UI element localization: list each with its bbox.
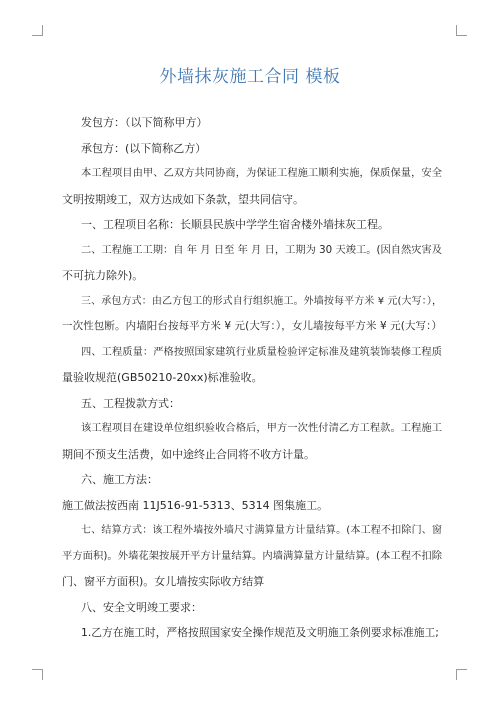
clause-8-item-1: 1.乙方在施工时，严格按照国家安全操作规范及文明施工条例要求标准施工; [81, 626, 439, 639]
crop-mark-top-right [456, 25, 467, 36]
preamble-line-1: 本工程项目由甲、乙双方共同协商，为保证工程施工顺利实施，保质保量，安全 [81, 167, 442, 179]
clause-7-settlement-line-1: 七、结算方式：该工程外墙按外墙尺寸满算量方计量结算。(本工程不扣除门、窗 [81, 525, 442, 536]
clause-7-settlement-line-3: 门、窗平方面积)。女儿墙按实际收方结算 [62, 575, 265, 588]
clause-3-contract-line-1: 三、承包方式：由乙方包工的形式自行组织施工。外墙按每平方米 ¥ 元(大写：）， [81, 295, 442, 307]
crop-mark-top-left [32, 25, 43, 36]
document-title: 外墙抹灰施工合同 模板 [159, 67, 341, 87]
clause-8-heading: 八、安全文明竣工要求： [81, 600, 202, 614]
clause-5-payment-line-1: 该工程项目在建设单位组织验收合格后，甲方一次性付清乙方工程款。工程施工 [81, 422, 442, 434]
clause-7-settlement-line-2: 平方面积)。外墙花架按展开平方计量结算。内墙满算量方计量结算。(本工程不扣除 [62, 549, 442, 562]
clause-4-quality-line-2: 量验收规范(GB50210-20xx)标准验收。 [62, 371, 263, 384]
document-body [62, 110, 442, 646]
clause-6-heading: 六、施工方法： [81, 473, 158, 486]
clause-4-quality-line-1: 四、工程质量：严格按照国家建筑行业质量检验评定标准及建筑装饰装修工程质 [81, 345, 442, 358]
preamble-line-2: 文明按期竣工，双方达成如下条款，望共同信守。 [62, 192, 304, 206]
clause-5-heading: 五、工程拨款方式： [81, 396, 180, 410]
contract-party-employer: 发包方：（以下简称甲方） [81, 116, 208, 129]
crop-mark-bottom-left [32, 669, 43, 680]
clause-2-schedule-line-1: 二、工程施工工期：自 年 月 日至 年 月 日，工期为 30 天竣工。(因自然灾害及 [81, 243, 442, 256]
clause-6-method: 施工做法按西南 11J516-91-5313、5314 图集施工。 [62, 498, 329, 512]
clause-5-payment-line-2: 期间不预支生活费，如中途终止合同将不收方计量。 [62, 447, 315, 461]
clause-1-project-name: 一、工程项目名称：长顺县民族中学学生宿舍楼外墙抹灰工程。 [81, 218, 389, 231]
clause-2-schedule-line-2: 不可抗力除外)。 [62, 269, 144, 282]
crop-mark-bottom-right [456, 669, 467, 680]
clause-3-contract-line-2: 一次性包断。内墙阳台按每平方米 ¥ 元(大写：），女儿墙按每平方米 ¥ 元(大写：） [62, 320, 442, 332]
contract-party-contractor: 承包方：(以下简称乙方） [81, 141, 207, 155]
